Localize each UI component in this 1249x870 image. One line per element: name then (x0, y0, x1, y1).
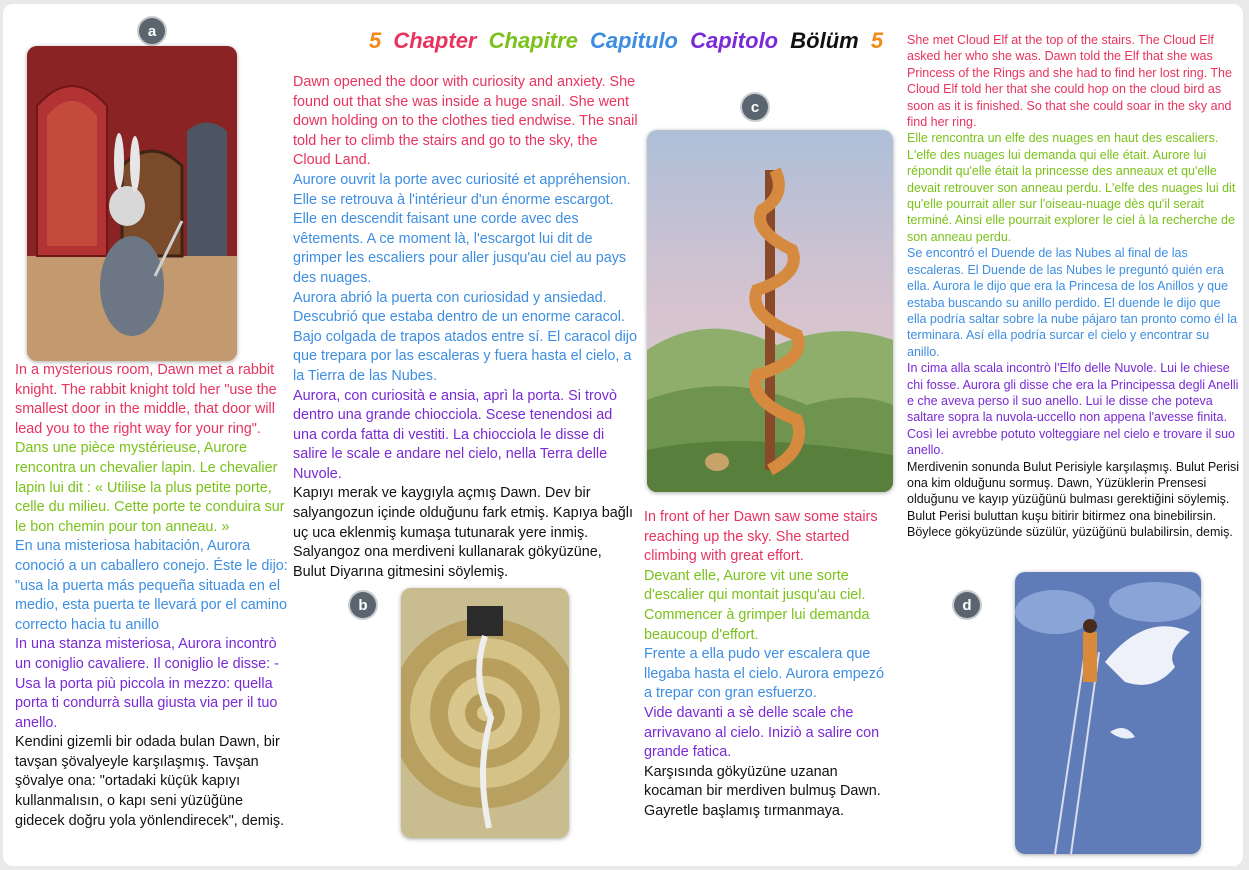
title-en: Chapter (393, 28, 477, 53)
text-d-es: Se encontró el Duende de las Nubes al final de las escaleras. El Duende de las Nubes le preguntó quién era ella. Aurora le dijo que era la Princesa de los Anillos y que estaba buscando su anillo perdido. El duende le dijo que ella podría saltar sobre la nube pájaro tan pronto como él la terminara. Así ella podría surcar el cielo y encontrar su anillo. (907, 246, 1238, 359)
text-block-b (293, 73, 638, 582)
text-d-it: In cima alla scala incontrò l'Elfo delle Nuvole. Lui le chiese chi fosse. Aurora gli disse che era la Principessa degli Anelli e che aveva perso il suo anello. Lui le disse che poteva saltare sopra la nuvola-uccello non appena l'avesse finita. Così lei avrebbe potuto volteggiare nel cielo e trovare il suo anello. (907, 361, 1239, 458)
text-b-es: Aurora abrió la puerta con curiosidad y ansiedad. Descubrió que estaba dentro de un enorme caracol. Bajo colgada de trapos atados entre sí. El caracol dijo que trepara por las escaleras y fuera hasta el cielo, a la Tierra de las Nubes. (293, 289, 637, 384)
snail-shell-illustration (401, 588, 569, 838)
chapter-number-right: 5 (870, 28, 884, 53)
title-fr: Chapitre (488, 28, 578, 53)
title-es: Capitulo (590, 28, 678, 53)
text-a-en: In a mysterious room, Dawn met a rabbit knight. The rabbit knight told her "use the smallest door in the middle, that door will lead you to the right way for your ring". (15, 362, 277, 437)
ladder-bird-illustration (1015, 572, 1201, 854)
page (3, 4, 1243, 866)
text-d-fr: Elle rencontra un elfe des nuages en haut des escaliers. L'elfe des nuages lui demanda qui elle était. Aurore lui répondit qu'elle était la princesse des anneaux et qu'elle devait retrouver son anneau perdu. L'elfe des nuages lui dit qu'elle pourrait aller sur l'oiseau-nuage dès qu'il serait terminé. Ainsi elle pourrait explorer le ciel à la recherche de son anneau perdu. (907, 131, 1236, 244)
text-c-es: Frente a ella pudo ver escalera que llegaba hasta el cielo. Aurora empezó a trepar con gran esfuerzo. (644, 646, 884, 702)
text-d-tr: Merdivenin sonunda Bulut Perisiyle karşılaşmış. Bulut Perisi ona kim olduğunu sormuş. Dawn, Yüzüklerin Prensesi olduğunu ve kayıp yüzüğünü bulması gerektiğini söylemiş. Bulut Perisi buluttan kuşu bitirir bitirmez ona binebilirsin. Böylece gökyüzünde süzülür, yüzüğünü bulabilirsin, demiş. (907, 459, 1240, 540)
text-a-es: En una misteriosa habitación, Aurora conoció a un caballero conejo. Éste le dijo: "usa la puerta más pequeña situada en el medio, esta puerta te llevará por el camino correcto hacia tu anillo (15, 538, 288, 633)
text-block-d (907, 32, 1243, 541)
chapter-number-left: 5 (369, 28, 382, 53)
text-a-fr: Dans une pièce mystérieuse, Aurore rencontra un chevalier lapin. Le chevalier lapin lui dit : « Utilise la plus petite porte, celle du milieu. Cette porte te conduira sur le bon chemin pour ton anneau. » (15, 440, 285, 535)
rabbit-knight-illustration (27, 46, 237, 361)
text-a-tr: Kendini gizemli bir odada bulan Dawn, bir tavşan şövalyeyle karşılaşmış. Tavşan şövalye ona: "ortadaki küçük kapıyı kullanmalısın, o kapı seni yüzüğüne gidecek doğru yola yönlendirecek", demiş. (15, 734, 285, 829)
text-c-it: Vide davanti a sè delle scale che arrivavano al cielo. Iniziò a salire con grande fatica. (644, 704, 880, 761)
text-b-fr: Aurore ouvrit la porte avec curiosité et appréhension. Elle se retrouva à l'intérieur d'un énorme escargot. Elle en descendit faisant une corde avec des vêtements. A ce moment là, l'escargot lui dit de grimper les escaliers pour aller jusqu'au ciel au pays des nuages. (293, 171, 631, 286)
card-a-rabbit-knight (27, 46, 237, 361)
badge-d: d (954, 592, 980, 618)
badge-c: c (742, 94, 768, 120)
text-block-a (15, 361, 295, 831)
text-c-fr: Devant elle, Aurore vit une sorte d'escalier qui montait jusqu'au ciel. Commencer à grimper lui demanda beaucoup d'effort. (644, 567, 870, 643)
card-c-staircase (647, 130, 893, 492)
staircase-illustration (647, 130, 893, 492)
text-block-c (644, 508, 894, 822)
text-d-en: She met Cloud Elf at the top of the stairs. The Cloud Elf asked her who she was. Dawn told the Elf that she was Princess of the Rings and she had to find her lost ring. The Cloud Elf told her that she could hop on the cloud bird as soon as it is finished. So that she could soar in the sky and find her ring. (907, 33, 1232, 130)
card-b-snail-shell (401, 588, 569, 838)
text-b-en: Dawn opened the door with curiosity and anxiety. She found out that she was inside a huge snail. She went down holding on to the clothes tied endwise. The snail told her to climb the stairs and go to the sky, the Cloud Land. (293, 74, 638, 169)
badge-b: b (350, 592, 376, 618)
badge-a: a (139, 18, 165, 44)
title-it: Capitolo (690, 28, 779, 53)
text-b-tr: Kapıyı merak ve kaygıyla açmış Dawn. Dev bir salyangozun içinde olduğunu fark etmiş. Kapıya bağlı uç uca eklenmiş kumaşa tutunarak yere inmiş. Salyangoz ona merdiveni kullanarak gökyüzüne, Bulut Diyarına gitmesini söylemiş. (293, 485, 633, 580)
text-a-it: In una stanza misteriosa, Aurora incontrò un coniglio cavaliere. Il coniglio le disse: - Usa la porta più piccola in mezzo: quella porta ti condurrà sulla giusta via per il tuo anello. (15, 636, 279, 731)
chapter-title (369, 28, 889, 54)
text-c-tr: Karşısında gökyüzüne uzanan kocaman bir merdiven bulmuş Dawn. Gayretle başlamış tırmanmaya. (644, 763, 881, 819)
title-tr: Bölüm (790, 28, 859, 53)
card-d-ladder-bird (1015, 572, 1201, 854)
text-b-it: Aurora, con curiosità e ansia, aprì la porta. Si trovò dentro una grande chiocciola. Scese tenendosi ad una corda fatta di vestiti. La chiocciola le disse di salire le scale e andare nel cielo, nella Terra delle Nuvole. (293, 387, 617, 482)
text-c-en: In front of her Dawn saw some stairs reaching up the sky. She started climbing with great effort. (644, 509, 878, 565)
